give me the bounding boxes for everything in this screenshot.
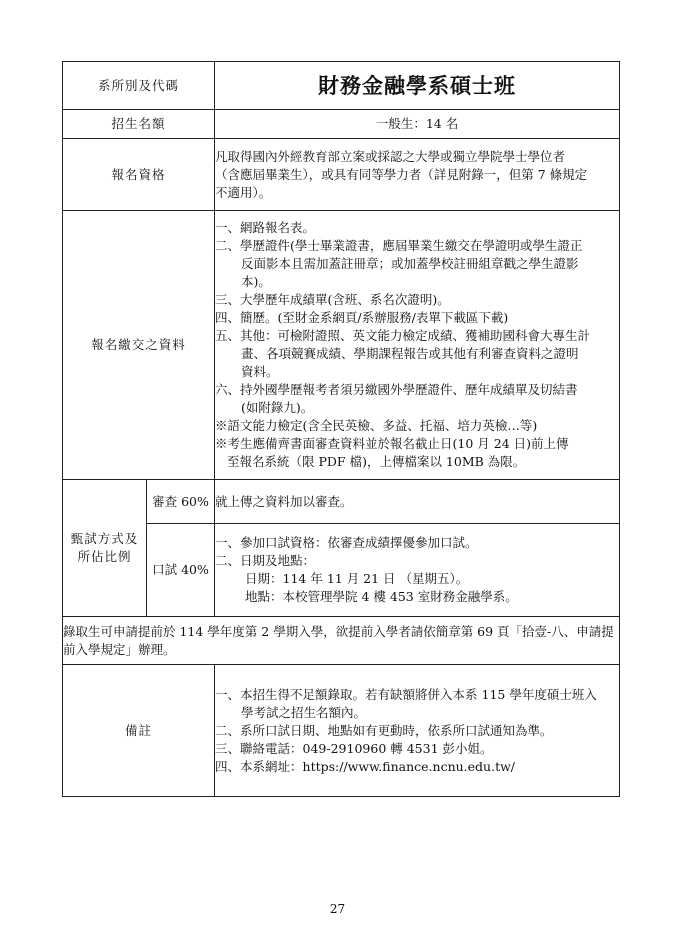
early-admission-line: 前入學規定」辦理。 <box>63 641 176 657</box>
documents-item-cont: (如附錄九)。 <box>241 400 314 415</box>
oral-row <box>63 524 620 617</box>
documents-item: 二、學歷證件(學士畢業證書，應屆畢業生繳交在學證明或學生證正 <box>215 238 583 253</box>
quota-value: 一般生：14 名 <box>215 110 620 139</box>
oral-date: 日期：114 年 11 月 21 日 （星期五）。 <box>245 571 469 586</box>
exam-label <box>63 480 147 617</box>
remarks-item-cont: 學考試之招生名額內。 <box>241 704 367 720</box>
documents-item-cont: 本)。 <box>241 274 271 289</box>
page-number: 27 <box>329 902 346 916</box>
documents-item-cont: 畫、各項競賽成績、學期課程報告或其他有利審查資料之證明 <box>241 346 579 361</box>
documents-item: 一、網路報名表。 <box>215 220 316 235</box>
documents-item: 五、其他：可檢附證照、英文能力檢定成績、獲補助國科會大專生計 <box>215 328 591 343</box>
remarks-item: 二、系所口試日期、地點如有更動時，依系所口試通知為準。 <box>215 722 553 738</box>
early-admission-row <box>63 617 620 665</box>
exam-label-line: 所佔比例 <box>77 549 132 564</box>
eligibility-row <box>63 139 620 211</box>
documents-item: 六、持外國學歷報考者須另繳國外學歷證件、歷年成績單及切結書 <box>215 382 578 397</box>
remarks-row <box>63 665 620 797</box>
remarks-item: 一、本招生得不足額錄取。若有缺額將併入本系 115 學年度碩士班入 <box>215 686 597 702</box>
remarks-item: 四、本系網址：https://www.finance.ncnu.edu.tw/ <box>215 758 515 774</box>
oral-weight: 口試 40% <box>147 524 215 617</box>
oral-place: 地點：本校管理學院 4 樓 453 室財務金融學系。 <box>245 589 518 604</box>
eligibility-line: 凡取得國內外經教育部立案或採認之大學或獨立學院學士學位者 <box>215 148 566 164</box>
remarks-item: 三、聯絡電話：049-2910960 轉 4531 彭小姐。 <box>215 740 493 756</box>
review-weight: 審查 60% <box>147 480 215 524</box>
dept-label: 系所別及代碼 <box>63 62 215 110</box>
admission-table <box>62 61 620 797</box>
quota-label: 招生名額 <box>63 110 215 139</box>
eligibility-line: （含應屆畢業生），或具有同等學力者（詳見附錄一，但第 7 條規定 <box>215 166 588 182</box>
eligibility-text <box>215 139 620 211</box>
review-value: 就上傳之資料加以審查。 <box>215 480 620 524</box>
documents-item-cont: 反面影本且需加蓋註冊章；或加蓋學校註冊組章戳之學生證影 <box>241 256 579 271</box>
documents-item-cont: 資料。 <box>241 364 279 379</box>
review-row <box>63 480 620 524</box>
documents-row <box>63 211 620 480</box>
documents-label: 報名繳交之資料 <box>63 211 215 480</box>
remarks-label: 備註 <box>63 665 215 797</box>
oral-item: 二、日期及地點： <box>215 553 316 568</box>
eligibility-label: 報名資格 <box>63 139 215 211</box>
quota-row <box>63 110 620 139</box>
dept-row <box>63 62 620 110</box>
early-admission-text <box>63 617 620 665</box>
documents-item: 四、簡歷。(至財金系網頁/系辦服務/表單下載區下載) <box>215 310 509 325</box>
exam-label-line: 甄試方式及 <box>70 531 139 546</box>
oral-item: 一、參加口試資格：依審查成績擇優參加口試。 <box>215 535 478 550</box>
remarks-list <box>215 665 620 797</box>
documents-note: ※語文能力檢定(含全民英檢、多益、托福、培力英檢…等) <box>215 418 538 433</box>
documents-list <box>215 211 620 480</box>
documents-item: 三、大學歷年成績單(含班、系名次證明)。 <box>215 292 450 307</box>
oral-details <box>215 524 620 617</box>
eligibility-line: 不適用）。 <box>215 184 272 200</box>
dept-name: 財務金融學系碩士班 <box>215 62 620 110</box>
early-admission-line: 錄取生可申請提前於 114 學年度第 2 學期入學，欲提前入學者請依簡章第 69 頁「拾壹-八、申請提 <box>63 623 614 639</box>
documents-note: ※考生應備齊書面審查資料並於報名截止日(10 月 24 日)前上傳 <box>215 436 569 451</box>
documents-note-cont: 至報名系統（限 PDF 檔)，上傳檔案以 10MB 為限。 <box>227 454 526 469</box>
